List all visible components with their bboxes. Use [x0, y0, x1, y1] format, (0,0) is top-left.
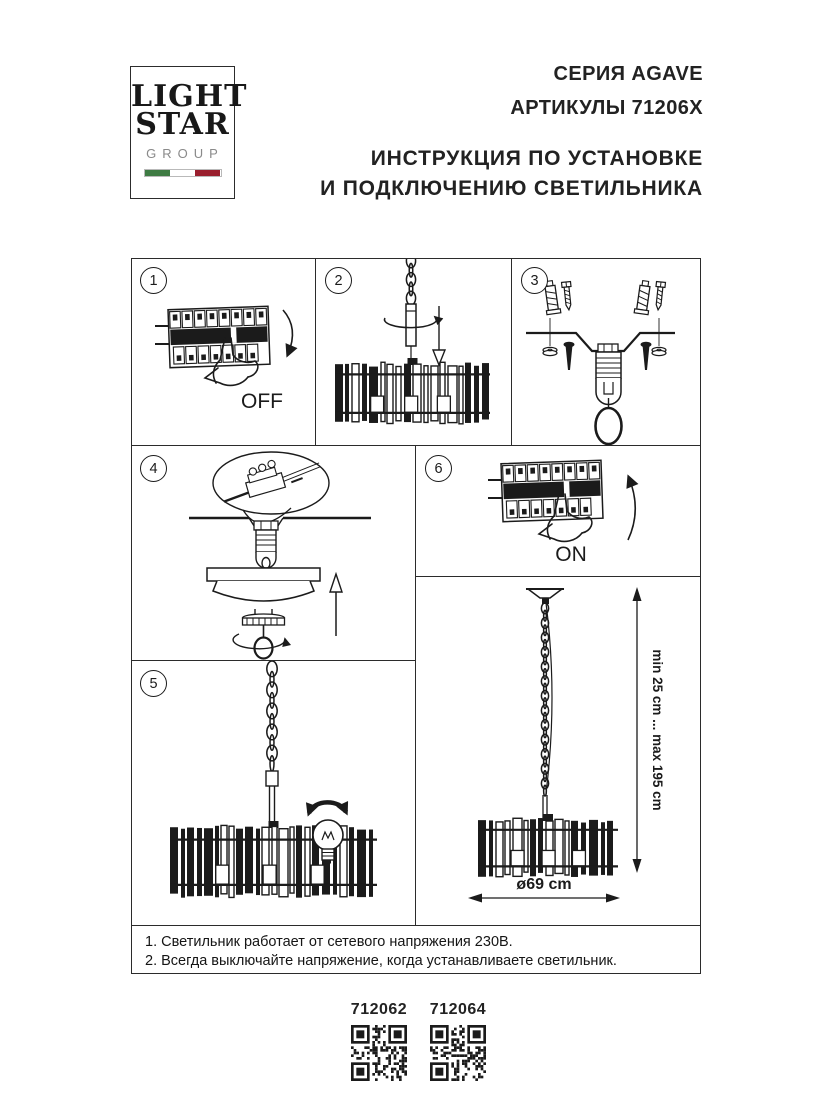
- instruction-title: [320, 144, 703, 204]
- header: [320, 64, 703, 204]
- qr-code-712062: [351, 1025, 407, 1081]
- flag-green: [145, 170, 170, 176]
- wiring-canopy-drawing: [131, 446, 416, 661]
- notes-panel: [131, 926, 701, 974]
- italian-flag-stripe: [144, 169, 222, 177]
- breaker-on-drawing: [416, 446, 701, 577]
- turn-on-arrow-icon: [628, 478, 635, 540]
- install-bulb-drawing: [131, 661, 416, 926]
- article-code-1: 712062: [350, 1001, 408, 1018]
- height-dimension-label: min 25 cm ... max 195 cm: [650, 649, 665, 811]
- step-6-panel: [416, 446, 701, 577]
- crystal-drum-shade: [170, 821, 377, 898]
- note-2: 2. Всегда выключайте напряжение, когда устанавливаете светильник.: [145, 953, 617, 969]
- step-3-badge: 3: [521, 267, 548, 294]
- step-2-panel: [316, 258, 512, 446]
- step-2-badge: 2: [325, 267, 352, 294]
- canopy-dish: [213, 581, 314, 601]
- qr-code-712064: [430, 1025, 486, 1081]
- washer-icon: [652, 347, 666, 355]
- threaded-tube: [256, 530, 276, 552]
- step-4-panel: [131, 446, 416, 661]
- logo-word-star: STAR: [135, 107, 230, 142]
- canopy-plate: [207, 568, 320, 581]
- series-title: СЕРИЯ AGAVE: [553, 63, 703, 85]
- washer-icon: [543, 347, 557, 355]
- mounting-screw-icon: [564, 342, 575, 370]
- diameter-dimension-label: ø69 cm: [516, 876, 572, 893]
- step-1-badge: 1: [140, 267, 167, 294]
- step-4-badge: 4: [140, 455, 167, 482]
- step-6-badge: 6: [425, 455, 452, 482]
- chain-link: [596, 408, 622, 444]
- off-label: OFF: [241, 390, 283, 413]
- screw-icon: [654, 282, 666, 311]
- instruction-title-line2: И ПОДКЛЮЧЕНИЮ СВЕТИЛЬНИКА: [320, 177, 703, 200]
- dimensions-drawing: [416, 577, 701, 926]
- flag-red: [195, 170, 220, 176]
- step-1-panel: [131, 258, 316, 446]
- wall-anchor-icon: [634, 280, 652, 315]
- lightstar-logo: [130, 66, 248, 199]
- on-label: ON: [555, 543, 587, 566]
- flag-white: [170, 170, 195, 176]
- instruction-title-line1: ИНСТРУКЦИЯ ПО УСТАНОВКЕ: [370, 147, 703, 170]
- mounting-screw-icon: [641, 342, 652, 370]
- screw-icon: [562, 282, 574, 311]
- dimensions-panel: [416, 577, 701, 926]
- note-1: 1. Светильник работает от сетевого напряжения 230В.: [145, 934, 513, 950]
- crystal-drum-shade: [478, 814, 618, 877]
- step-5-panel: [131, 661, 416, 926]
- logo-word-light: LIGHT: [131, 79, 248, 114]
- screw-bulb-arrow-icon: [309, 802, 346, 813]
- logo-word-group: GROUP: [146, 146, 224, 161]
- steps-grid: [131, 258, 701, 974]
- articles-title: АРТИКУЛЫ 71206X: [510, 97, 703, 119]
- ceiling-cup: [528, 589, 562, 598]
- step-3-panel: [512, 258, 701, 446]
- turn-off-arrow-icon: [283, 310, 292, 354]
- rotate-arrow-icon: [233, 634, 285, 649]
- step-5-badge: 5: [140, 670, 167, 697]
- article-code-2: 712064: [429, 1001, 487, 1018]
- threaded-tube: [596, 352, 621, 378]
- crystal-drum-shade: [335, 358, 490, 424]
